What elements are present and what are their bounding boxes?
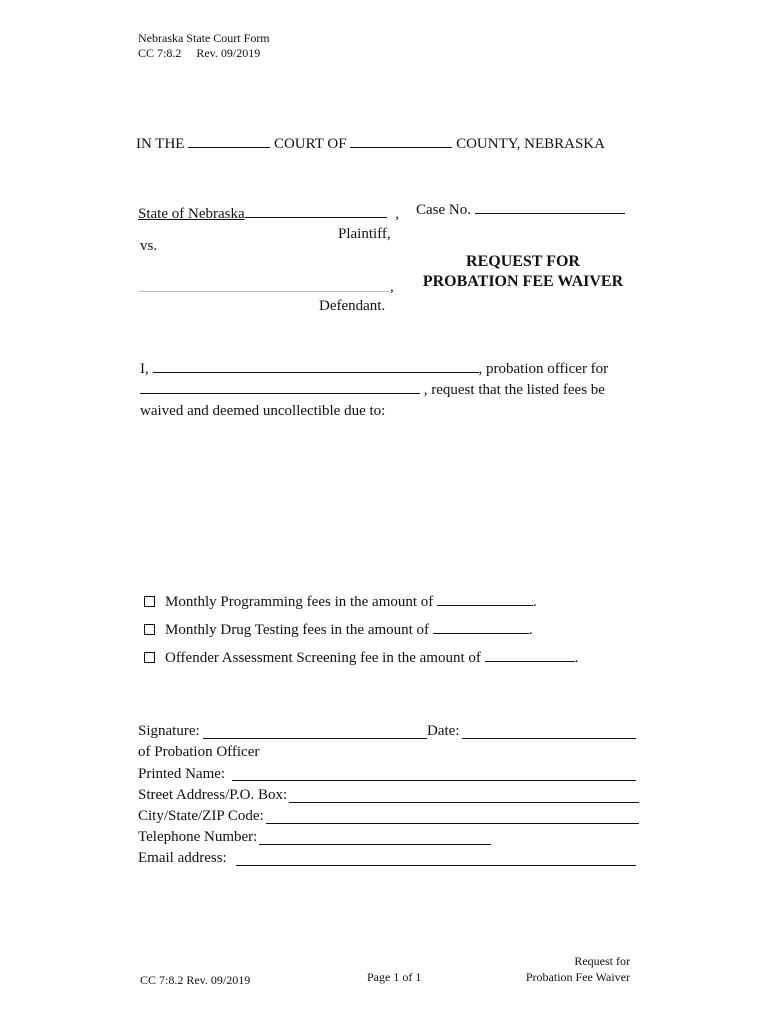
case-number-field[interactable] <box>475 200 625 214</box>
printed-name-field[interactable] <box>232 780 636 781</box>
printed-name-label: Printed Name: <box>138 766 226 782</box>
of-officer-label: of Probation Officer <box>138 744 260 760</box>
telephone-field[interactable] <box>259 844 491 845</box>
form-code: CC 7:8.2 <box>138 46 182 60</box>
plaintiff-comma: , <box>395 206 400 222</box>
body-request-text: , request that the listed fees be <box>423 382 605 398</box>
plaintiff-field[interactable] <box>245 204 387 218</box>
officer-line <box>140 359 608 379</box>
fee-label: Offender Assessment Screening fee in the amount of <box>165 650 481 666</box>
fee-label: Monthly Drug Testing fees in the amount of <box>165 622 430 638</box>
footer-page: Page 1 of 1 <box>367 970 422 984</box>
footer-right-line-2: Probation Fee Waiver <box>525 970 630 984</box>
title-line-1: REQUEST FOR <box>466 253 580 270</box>
fee-item-assessment: Offender Assessment Screening fee in the amount of . <box>144 648 578 668</box>
fee-item-programming: Monthly Programming fees in the amount of . <box>144 592 537 612</box>
court-line <box>136 134 605 154</box>
assessment-fee-checkbox[interactable] <box>144 652 155 663</box>
email-field[interactable] <box>236 865 636 866</box>
programming-fee-checkbox[interactable] <box>144 596 155 607</box>
form-code-line <box>138 45 260 61</box>
drug-testing-fee-checkbox[interactable] <box>144 624 155 635</box>
city-field[interactable] <box>266 823 639 824</box>
defendant-label: Defendant. <box>319 298 386 314</box>
city-label: City/State/ZIP Code: <box>138 808 264 824</box>
date-field[interactable] <box>462 738 636 739</box>
email-label: Email address: <box>138 850 227 866</box>
footer-right-line-1: Request for <box>574 954 630 968</box>
court-of: COURT OF <box>273 136 347 152</box>
fee-label: Monthly Programming fees in the amount of <box>165 594 434 610</box>
signature-label: Signature: <box>138 723 200 739</box>
street-field[interactable] <box>289 802 639 803</box>
court-in-the: IN THE <box>136 136 185 152</box>
assessment-amount-field[interactable] <box>485 648 575 662</box>
defendant-field[interactable] <box>138 291 390 292</box>
case-no-label: Case No. <box>416 202 471 218</box>
case-number-line <box>416 200 625 220</box>
body-i: I, <box>140 361 149 377</box>
court-county: COUNTY, NEBRASKA <box>456 136 605 152</box>
officer-name-field[interactable] <box>153 359 479 373</box>
court-name-field[interactable] <box>188 134 270 148</box>
plaintiff-label: Plaintiff, <box>338 226 391 242</box>
street-label: Street Address/P.O. Box: <box>138 787 288 803</box>
vs-label: vs. <box>140 238 158 254</box>
request-line <box>140 380 605 400</box>
defendant-comma: , <box>390 279 394 295</box>
body-probation-officer-for: , probation officer for <box>478 361 609 377</box>
drug-testing-amount-field[interactable] <box>433 620 529 634</box>
footer-code: CC 7:8.2 Rev. 09/2019 <box>140 973 251 987</box>
form-revision: Rev. 09/2019 <box>196 46 261 60</box>
fee-item-drug-testing: Monthly Drug Testing fees in the amount of . <box>144 620 533 640</box>
date-label: Date: <box>427 723 460 739</box>
county-name-field[interactable] <box>350 134 452 148</box>
telephone-label: Telephone Number: <box>138 829 258 845</box>
title-line-2: PROBATION FEE WAIVER <box>422 273 624 290</box>
probation-district-field[interactable] <box>140 380 420 394</box>
plaintiff-name: State of Nebraska <box>138 206 245 222</box>
programming-amount-field[interactable] <box>437 592 533 606</box>
form-name: Nebraska State Court Form <box>138 31 270 45</box>
body-waived-text: waived and deemed uncollectible due to: <box>140 403 386 419</box>
signature-field[interactable] <box>203 738 427 739</box>
plaintiff-line <box>138 204 399 224</box>
